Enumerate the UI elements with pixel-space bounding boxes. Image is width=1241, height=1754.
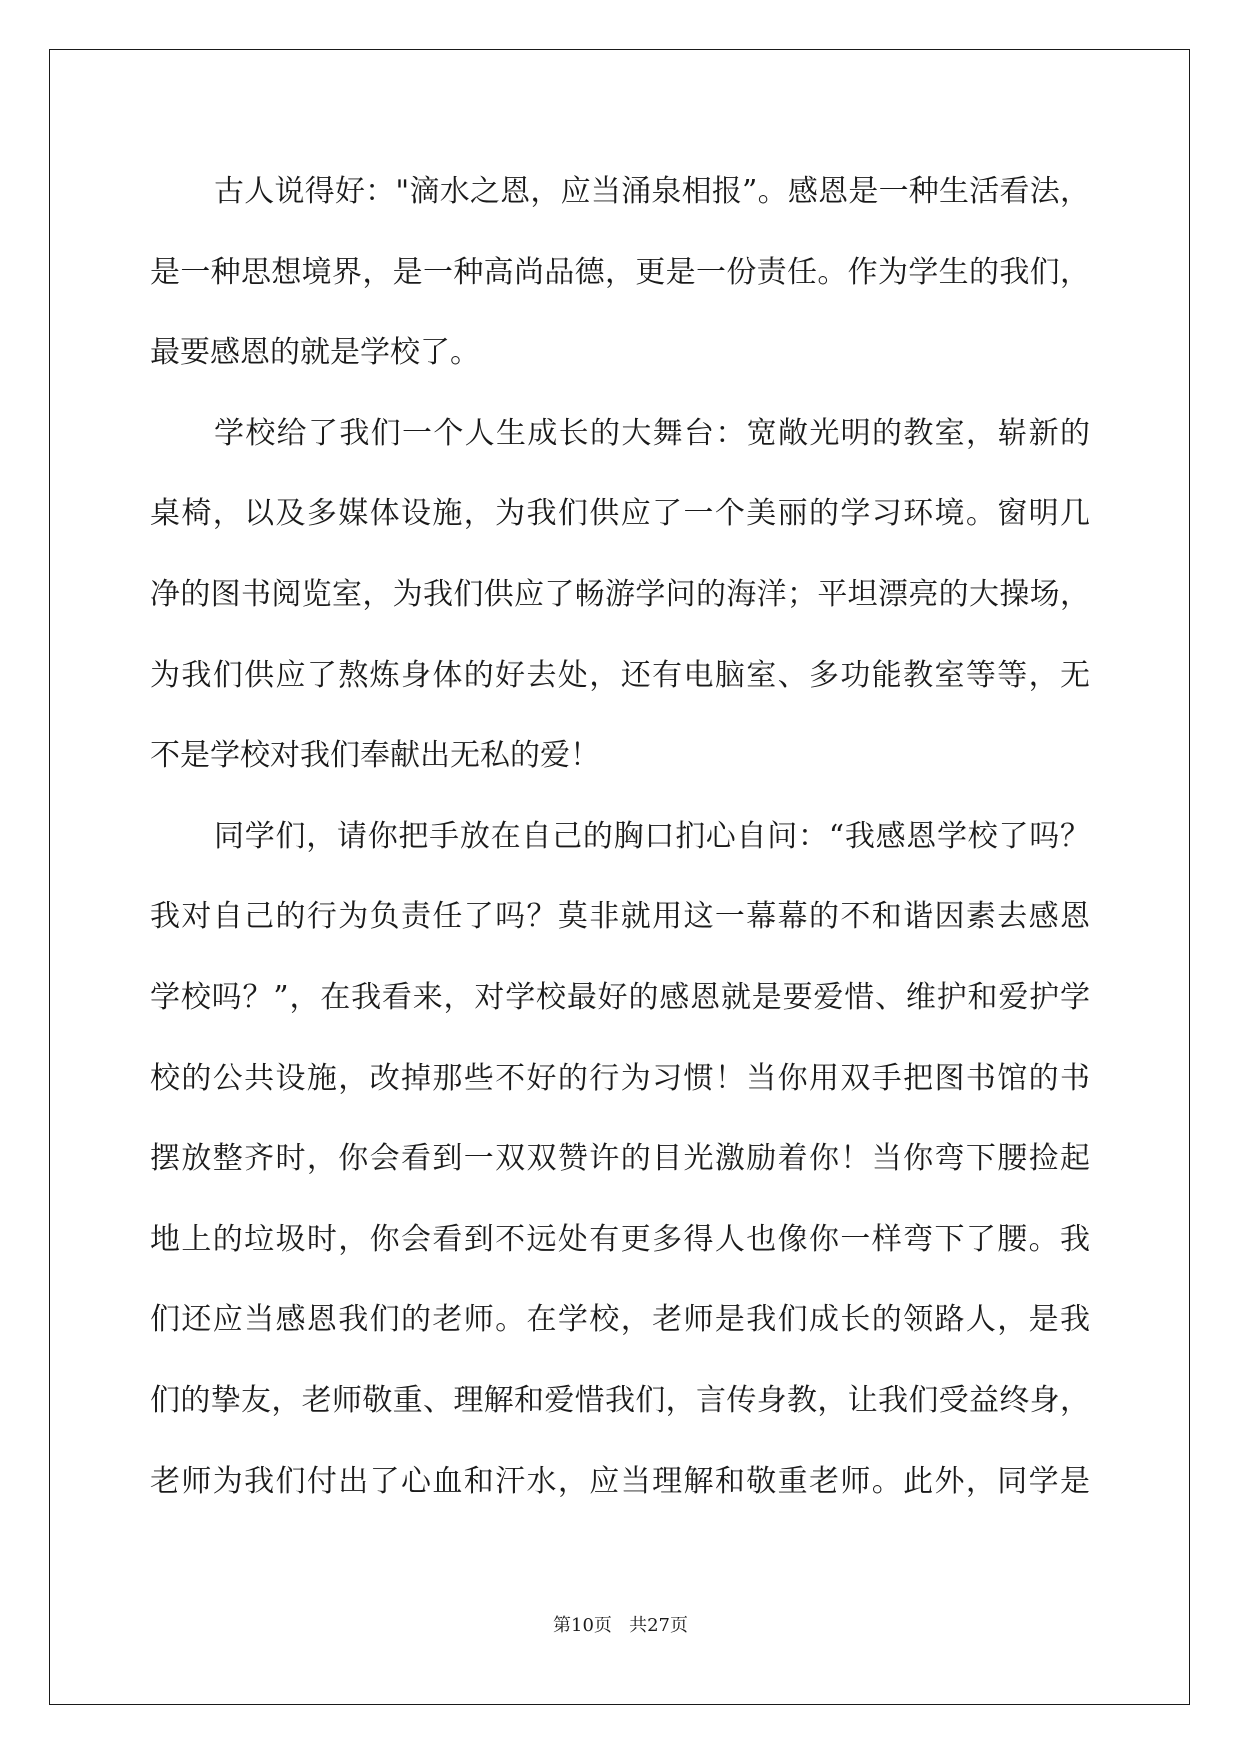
paragraph-2-line-1: 学校给了我们一个人生成长的大舞台：宽敞光明的教室，崭新的 — [214, 415, 1090, 451]
paragraph-3-line-5: 摆放整齐时，你会看到一双双赞许的目光激励着你！当你弯下腰捡起 — [150, 1141, 1090, 1177]
paragraph-3-line-2: 我对自己的行为负责任了吗？莫非就用这一幕幕的不和谐因素去感恩 — [150, 899, 1090, 935]
paragraph-3-line-4: 校的公共设施，改掉那些不好的行为习惯！当你用双手把图书馆的书 — [150, 1060, 1090, 1096]
page-number: 第10页 — [553, 1615, 612, 1636]
document-body — [150, 152, 1090, 1522]
paragraph-3-line-1: 同学们，请你把手放在自己的胸口扪心自问：“我感恩学校了吗？ — [214, 818, 1090, 854]
paragraph-3-line-6: 地上的垃圾时，你会看到不远处有更多得人也像你一样弯下了腰。我 — [150, 1221, 1090, 1257]
paragraph-1-line-3: 最要感恩的就是学校了。 — [150, 335, 480, 371]
paragraph-2-line-3: 净的图书阅览室，为我们供应了畅游学问的海洋；平坦漂亮的大操场， — [150, 576, 1090, 612]
paragraph-1-line-2: 是一种思想境界，是一种高尚品德，更是一份责任。作为学生的我们， — [150, 254, 1090, 290]
paragraph-2-line-2: 桌椅，以及多媒体设施，为我们供应了一个美丽的学习环境。窗明几 — [150, 496, 1090, 532]
footer-spacer — [612, 1615, 629, 1636]
paragraph-3-line-3: 学校吗？”，在我看来，对学校最好的感恩就是要爱惜、维护和爱护学 — [150, 979, 1090, 1015]
page-total: 共27页 — [629, 1615, 688, 1636]
paragraph-3-line-8: 们的挚友，老师敬重、理解和爱惜我们，言传身教，让我们受益终身， — [150, 1382, 1090, 1418]
paragraph-2-line-5: 不是学校对我们奉献出无私的爱！ — [150, 738, 600, 774]
paragraph-1-line-1: 古人说得好："滴水之恩，应当涌泉相报”。感恩是一种生活看法， — [214, 174, 1090, 209]
paragraph-3-line-7: 们还应当感恩我们的老师。在学校，老师是我们成长的领路人，是我 — [150, 1302, 1090, 1338]
paragraph-3-line-9: 老师为我们付出了心血和汗水，应当理解和敬重老师。此外，同学是 — [150, 1463, 1090, 1499]
paragraph-2-line-4: 为我们供应了熬炼身体的好去处，还有电脑室、多功能教室等等，无 — [150, 657, 1090, 693]
page-footer — [0, 1614, 1241, 1638]
